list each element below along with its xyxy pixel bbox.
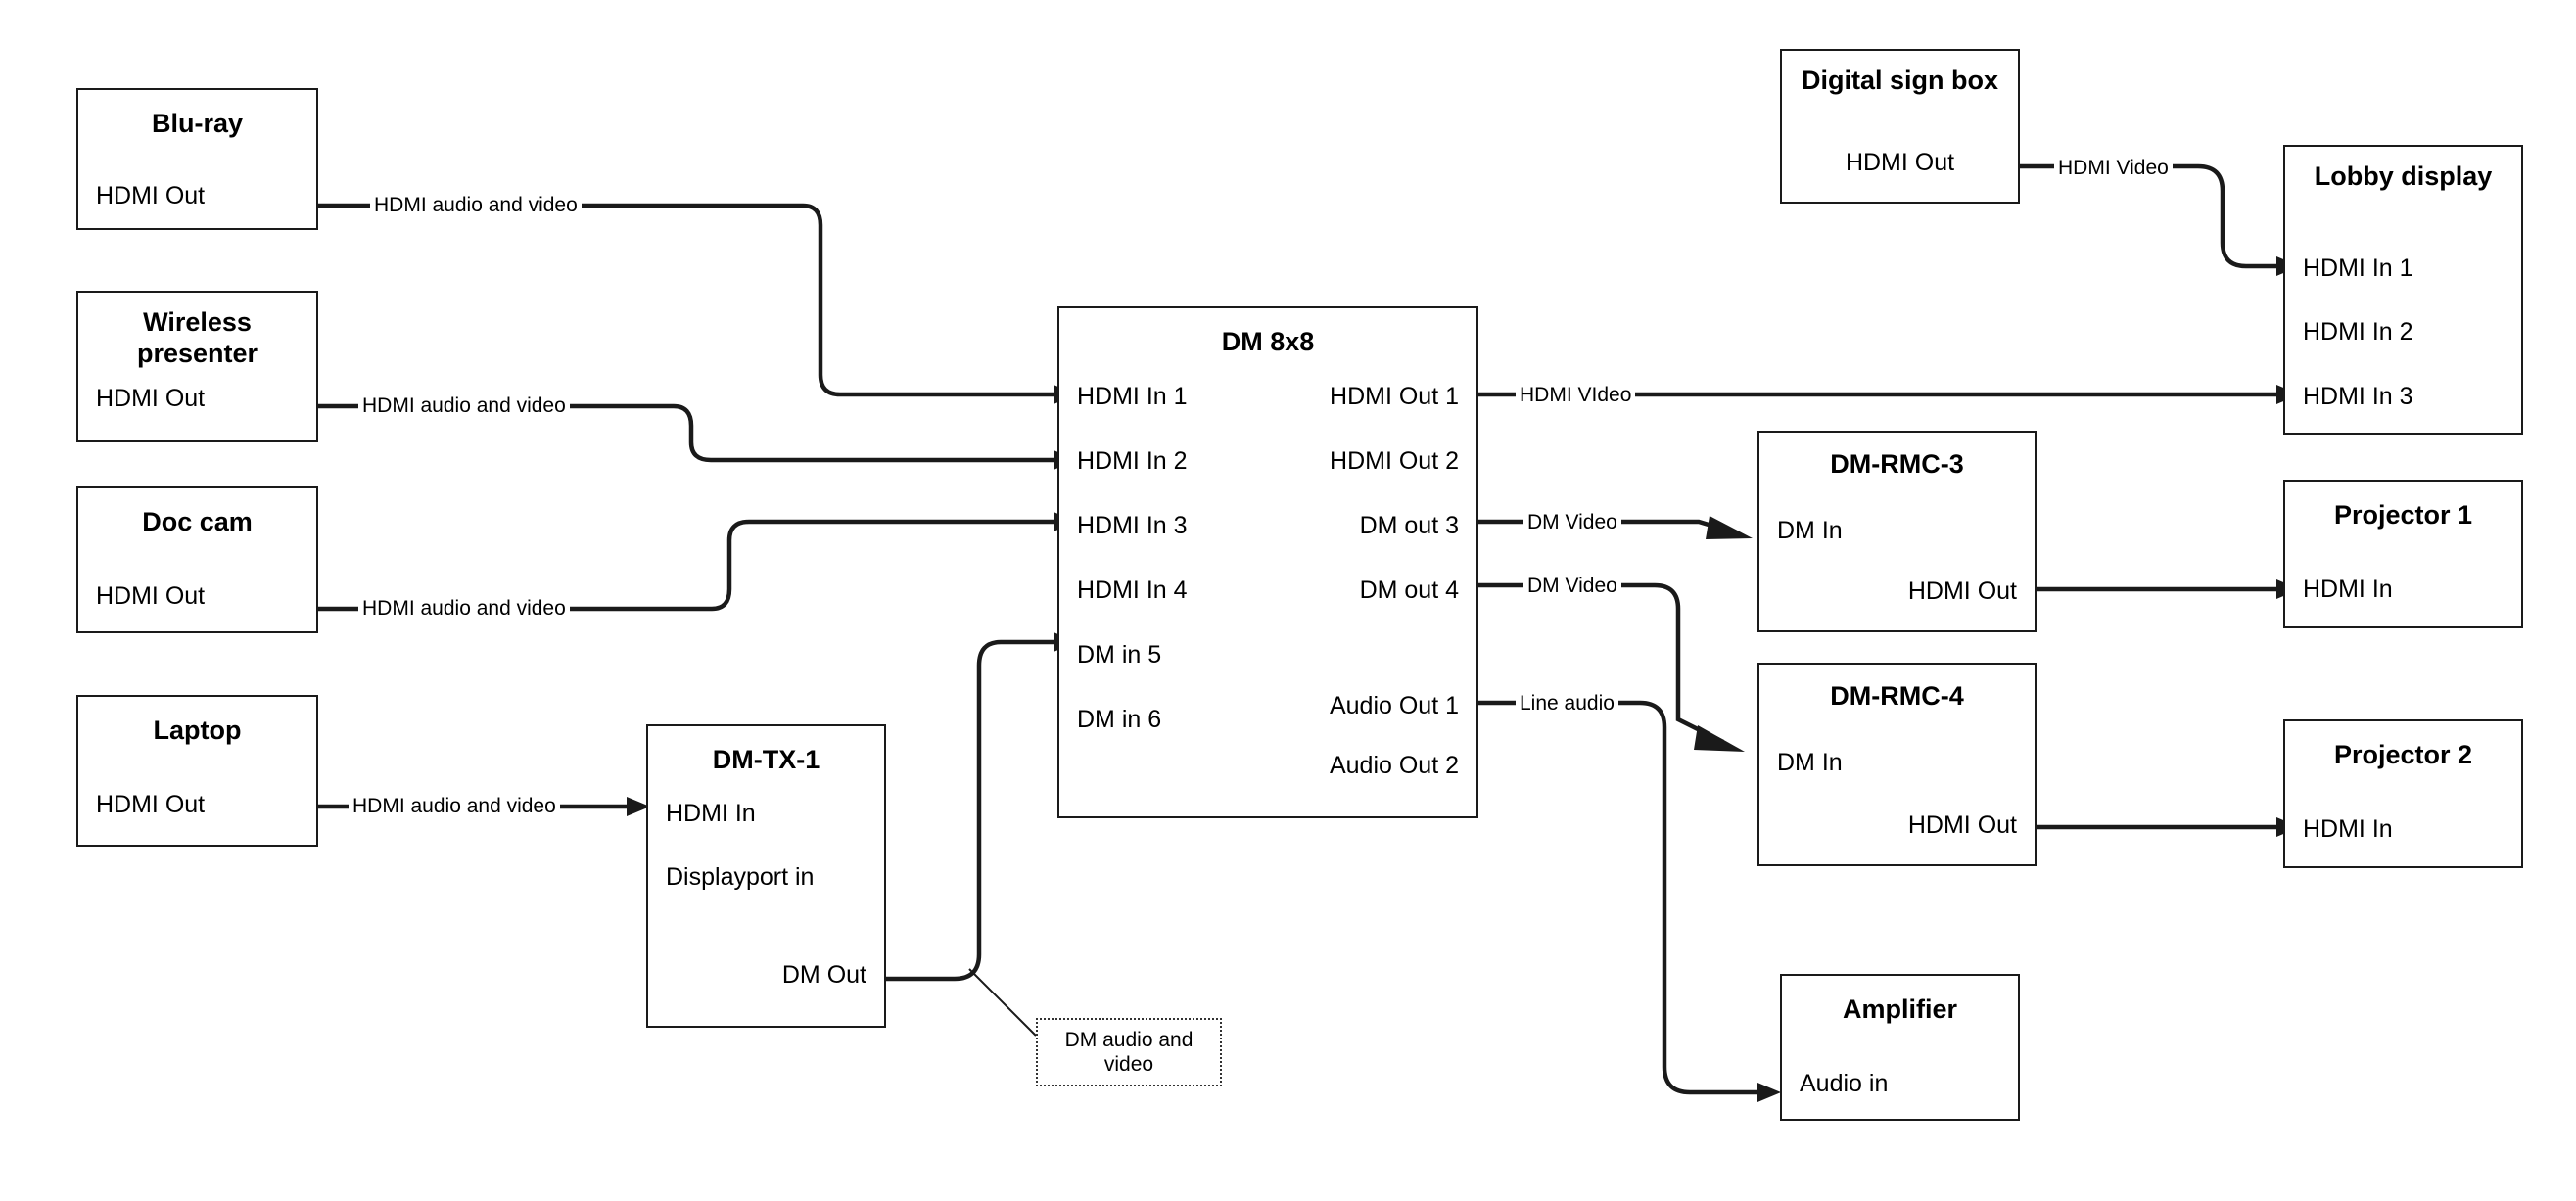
node-title: Projector 1 xyxy=(2333,500,2473,530)
edge-label-signbox-to-lobby: HDMI Video xyxy=(2054,157,2173,180)
port-hdmi-out: HDMI Out xyxy=(1907,811,2017,839)
node-projector-2[interactable] xyxy=(2283,719,2523,868)
port-hdmi-in: HDMI In xyxy=(666,800,756,827)
port-hdmi-out: HDMI Out xyxy=(96,582,206,610)
node-title: DM-TX-1 xyxy=(712,745,820,774)
edge-label-bluray-to-dm: HDMI audio and video xyxy=(370,194,582,217)
edge-label-laptop-to-tx: HDMI audio and video xyxy=(349,795,560,818)
node-doc-cam[interactable] xyxy=(76,486,318,633)
port-hdmi-in: HDMI In xyxy=(2303,815,2393,843)
port-hdmi-in-3: HDMI In 3 xyxy=(2303,383,2413,410)
node-dm-8x8[interactable] xyxy=(1057,306,1478,818)
node-wireless-presenter[interactable] xyxy=(76,291,318,442)
port-dm-out-4: DM out 4 xyxy=(1359,577,1459,604)
edge-label-dm-to-rmc3: DM Video xyxy=(1523,511,1621,534)
node-dm-rmc-3[interactable] xyxy=(1757,431,2037,632)
node-title: Doc cam xyxy=(142,507,253,536)
node-title: Blu-ray xyxy=(151,109,244,138)
port-hdmi-out-1: HDMI Out 1 xyxy=(1330,383,1459,410)
node-title: Projector 2 xyxy=(2333,740,2473,769)
node-title: Wireless presenter xyxy=(136,307,258,368)
port-hdmi-in-2: HDMI In 2 xyxy=(2303,318,2413,346)
port-audio-in: Audio in xyxy=(1800,1070,1889,1097)
node-title: DM 8x8 xyxy=(1221,327,1315,356)
edge-label-dm-to-amp: Line audio xyxy=(1516,692,1618,716)
port-hdmi-in-1: HDMI In 1 xyxy=(2303,254,2413,282)
port-hdmi-out-2: HDMI Out 2 xyxy=(1330,447,1459,475)
edge-label-doccam-to-dm: HDMI audio and video xyxy=(358,597,570,621)
edge-label-wireless-to-dm: HDMI audio and video xyxy=(358,394,570,418)
edge-label-dm-to-rmc4: DM Video xyxy=(1523,575,1621,598)
port-hdmi-in-1: HDMI In 1 xyxy=(1077,383,1188,410)
node-title: Digital sign box xyxy=(1801,66,1998,95)
node-title: DM-RMC-3 xyxy=(1830,449,1964,479)
edge-label-dm-to-lobby: HDMI VIdeo xyxy=(1516,384,1635,407)
port-displayport-in: Displayport in xyxy=(666,863,815,891)
callout-dm-audio-video: DM audio and video xyxy=(1036,1018,1222,1086)
port-hdmi-in-3: HDMI In 3 xyxy=(1077,512,1188,539)
node-title: Lobby display xyxy=(2314,162,2493,191)
port-hdmi-out: HDMI Out xyxy=(96,791,206,818)
port-hdmi-out: HDMI Out xyxy=(1845,149,1955,176)
node-digital-sign-box[interactable] xyxy=(1780,49,2020,204)
port-audio-out-1: Audio Out 1 xyxy=(1329,692,1459,719)
port-hdmi-in: HDMI In xyxy=(2303,576,2393,603)
port-dm-out-3: DM out 3 xyxy=(1359,512,1459,539)
port-hdmi-out: HDMI Out xyxy=(96,385,206,412)
node-lobby-display[interactable] xyxy=(2283,145,2523,435)
port-hdmi-in-4: HDMI In 4 xyxy=(1077,577,1188,604)
node-title: Laptop xyxy=(153,716,242,745)
port-hdmi-in-2: HDMI In 2 xyxy=(1077,447,1188,475)
port-dm-in: DM In xyxy=(1777,517,1843,544)
node-title: Amplifier xyxy=(1842,994,1958,1024)
node-amplifier[interactable] xyxy=(1780,974,2020,1121)
port-dm-out: DM Out xyxy=(781,961,866,989)
port-hdmi-out: HDMI Out xyxy=(96,182,206,209)
node-laptop[interactable] xyxy=(76,695,318,847)
node-bluray[interactable] xyxy=(76,88,318,230)
node-title: DM-RMC-4 xyxy=(1830,681,1964,711)
port-audio-out-2: Audio Out 2 xyxy=(1329,752,1459,779)
port-dm-in-5: DM in 5 xyxy=(1077,641,1162,669)
port-dm-in-6: DM in 6 xyxy=(1077,706,1162,733)
node-dm-rmc-4[interactable] xyxy=(1757,663,2037,866)
port-hdmi-out: HDMI Out xyxy=(1907,577,2017,605)
port-dm-in: DM In xyxy=(1777,749,1843,776)
node-dm-tx-1[interactable] xyxy=(646,724,886,1028)
node-projector-1[interactable] xyxy=(2283,480,2523,628)
